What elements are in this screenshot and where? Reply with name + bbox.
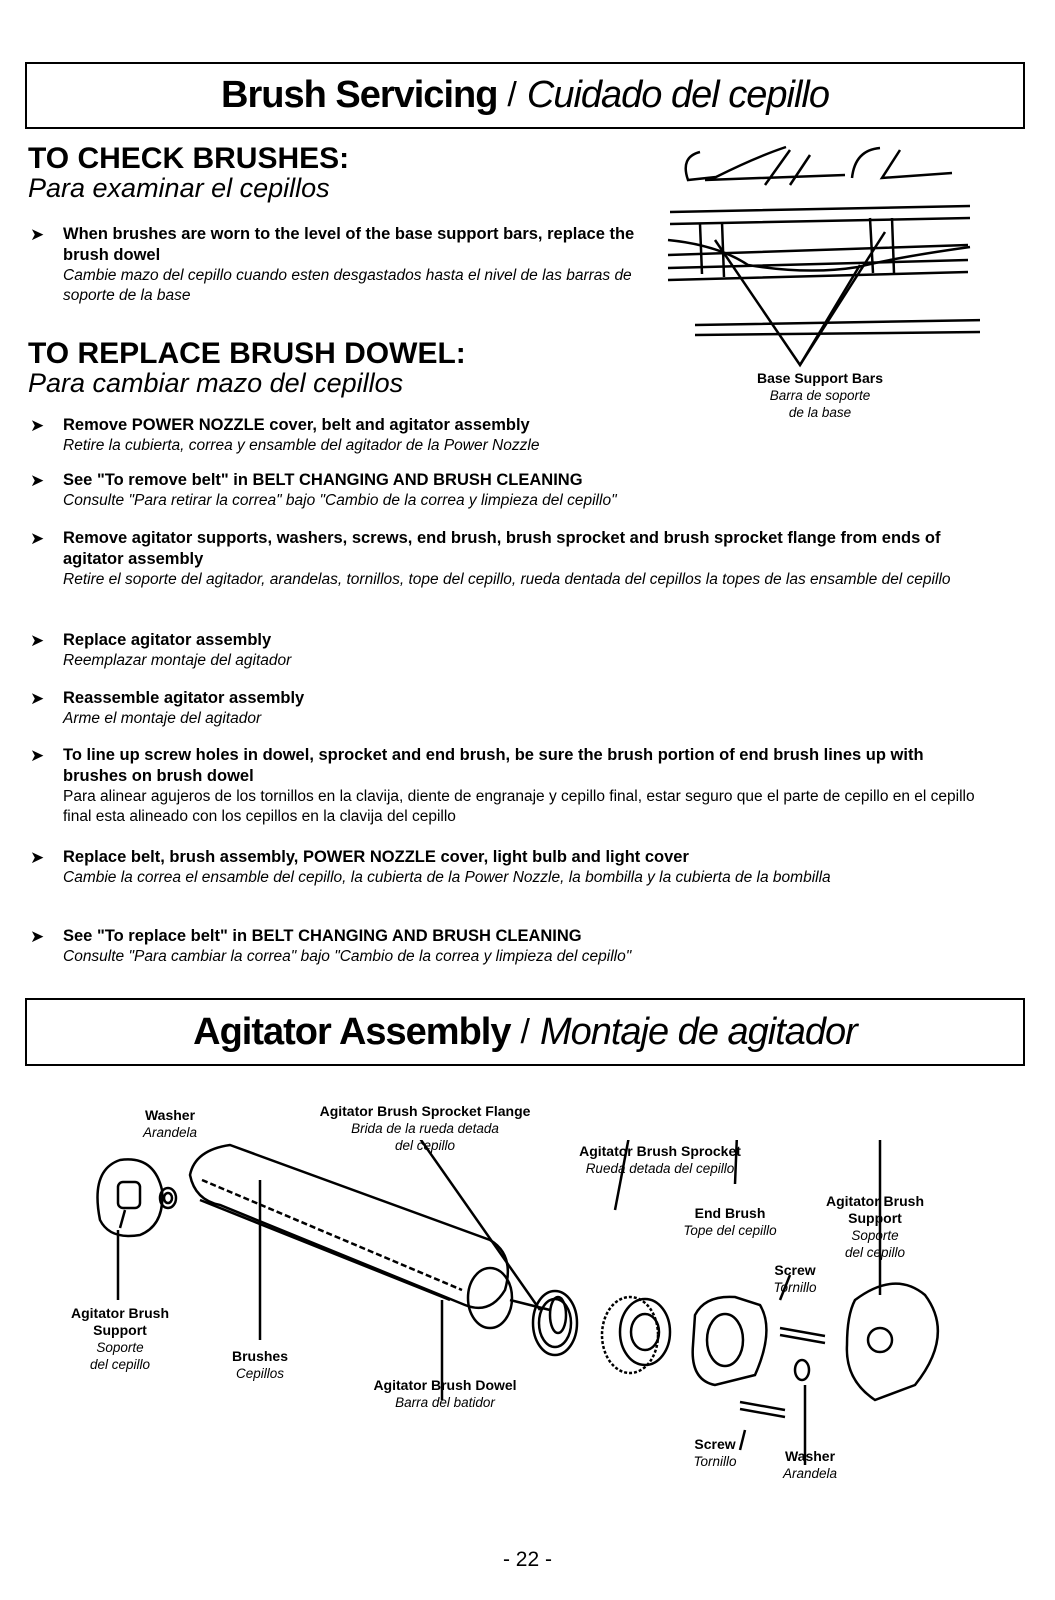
brush-servicing-title-box <box>25 62 1025 129</box>
arrow-bullet-icon: ➤ <box>30 848 45 867</box>
brushes-label: Brushes Cepillos <box>231 1348 289 1381</box>
screw-top-label: Screw Tornillo <box>773 1262 817 1295</box>
replace-step-1: ➤ Remove POWER NOZZLE cover, belt and agitator assembly Retire la cubierta, correa y ensamble del agitador de la Power Nozzle <box>30 416 540 454</box>
support-right-label: Agitator Brush Support Soporte del cepillo <box>826 1193 924 1260</box>
arrow-bullet-icon: ➤ <box>30 689 45 708</box>
sprocket-flange-label: Agitator Brush Sprocket Flange Brida de la rueda detada del cepillo <box>319 1103 531 1153</box>
page-number: - 22 - <box>502 1548 552 1571</box>
washer-right-label: Washer Arandela <box>782 1448 838 1481</box>
dowel-label: Agitator Brush Dowel Barra del batidor <box>373 1377 517 1410</box>
replace-step-2: ➤ See "To remove belt" in BELT CHANGING AND BRUSH CLEANING Consulte "Para retirar la correa" bajo "Cambio de la correa y limpieza del cepillo" <box>30 471 617 509</box>
agitator-assembly-title-box <box>25 998 1025 1066</box>
replace-step-7: ➤ Replace belt, brush assembly, POWER NOZZLE cover, light bulb and light cover Cambie la correa el ensamble del cepillo, la cubierta de la Power Nozzle, la bombilla y la cubierta de la bombilla <box>30 848 831 886</box>
step-text-en: When brushes are worn to the level of the base support bars, replace the brush dowel <box>63 225 635 264</box>
right-washer-part <box>795 1360 809 1380</box>
screw-bottom-part <box>740 1402 785 1417</box>
left-support-part <box>98 1159 163 1236</box>
washer-left-label: Washer Arandela <box>142 1107 198 1140</box>
title-separator: / <box>507 76 517 114</box>
agitator-assembly-title-es: Montaje de agitador <box>539 1010 857 1053</box>
replace-step-6: ➤ To line up screw holes in dowel, sprocket and end brush, be sure the brush portion of end brush lines up with brushes on brush dowel Para alinear agujeros de los tornillos en la clavija, diente de engranaje y cepillo final, estar seguro que el parte de cepillo en el cepillo final esta alineado con los cepillos en la clavija del cepillo <box>30 746 975 825</box>
replace-step-3: ➤ Remove agitator supports, washers, screws, end brush, brush sprocket and brush sprocket flange from ends of agitator assembly Retire el soporte del agitador, arandelas, tornillos, tope del cepillo, rueda dentada del cepillos la topes de las ensamble del cepillo <box>30 529 951 588</box>
arrow-bullet-icon: ➤ <box>30 416 45 435</box>
step-text-es: Cambie mazo del cepillo cuando esten desgastados hasta el nivel de las barras de soporte de la base <box>63 267 632 304</box>
sprocket-label: Agitator Brush Sprocket Rueda detada del cepillo <box>579 1143 741 1176</box>
check-brushes-heading: TO CHECK BRUSHES: <box>28 142 350 175</box>
base-support-bars-label: Base Support Bars Barra de soporte de la base <box>756 370 884 420</box>
brush-servicing-title: Brush Servicing <box>221 74 498 116</box>
check-brushes-subheading: Para examinar el cepillos <box>28 173 330 203</box>
arrow-bullet-icon: ➤ <box>30 746 45 765</box>
arrow-bullet-icon: ➤ <box>30 631 45 650</box>
support-left-label: Agitator Brush Support Soporte del cepillo <box>71 1305 169 1372</box>
replace-dowel-heading: TO REPLACE BRUSH DOWEL: <box>28 337 466 370</box>
arrow-bullet-icon: ➤ <box>30 927 45 946</box>
replace-step-8: ➤ See "To replace belt" in BELT CHANGING AND BRUSH CLEANING Consulte "Para cambiar la correa" bajo "Cambio de la correa y limpieza del cepillo" <box>30 927 632 965</box>
check-step-1 <box>30 224 680 306</box>
arrow-bullet-icon: ➤ <box>30 529 45 548</box>
replace-step-4: ➤ Replace agitator assembly Reemplazar montaje del agitador <box>30 631 292 669</box>
screw-bottom-label: Screw Tornillo <box>693 1436 737 1469</box>
brush-dowel-part <box>190 1145 508 1308</box>
replace-step-5: ➤ Reassemble agitator assembly Arme el montaje del agitador <box>30 689 305 727</box>
end-brush-label: End Brush Tope del cepillo <box>683 1205 777 1238</box>
end-brush-part <box>693 1297 767 1385</box>
replace-dowel-subheading: Para cambiar mazo del cepillos <box>28 368 404 398</box>
arrow-bullet-icon: ➤ <box>30 225 45 244</box>
arrow-bullet-icon: ➤ <box>30 471 45 490</box>
screw-top-part <box>780 1328 825 1343</box>
base-support-bars-illustration <box>660 140 980 380</box>
brush-servicing-title-es: Cuidado del cepillo <box>526 74 829 116</box>
title-separator: / <box>520 1012 530 1051</box>
agitator-assembly-title: Agitator Assembly <box>193 1010 511 1053</box>
